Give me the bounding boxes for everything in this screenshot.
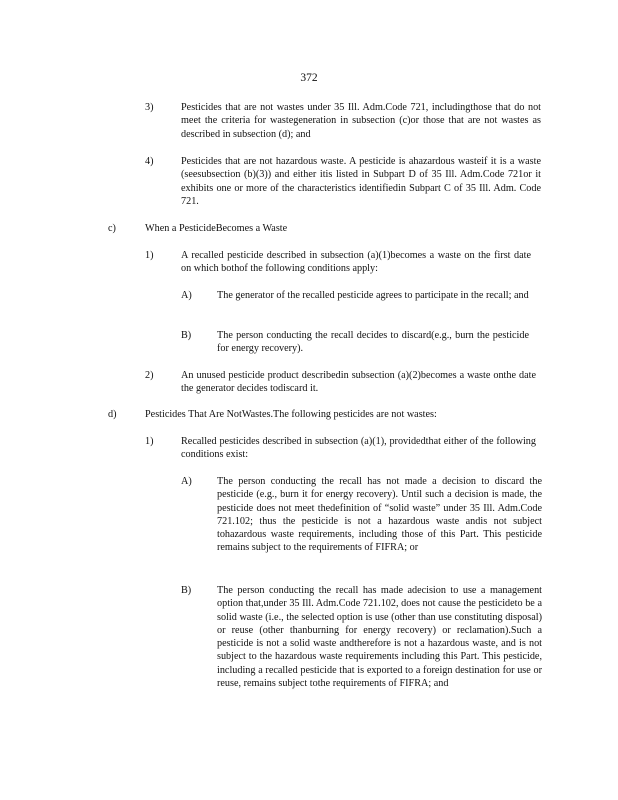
item-text: A recalled pesticide described in subsection (a)(1)becomes a waste on the first date on which bothof the following conditions apply:	[181, 250, 531, 275]
subitem-marker: A)	[181, 476, 192, 487]
subitem-text: The person conducting the recall decides to discard(e.g., burn the pesticide for energy recovery).	[217, 330, 529, 355]
subitem-marker: B)	[181, 585, 192, 596]
subitem-text: The person conducting the recall has made adecision to use a management option that,under 35 Ill. Adm.Code 721.102, does not cause the pesticideto be a solid waste (i.e., the selected option is use (other than use constituting disposal) or reuse (other thanburning for energy recovery) or reclamation).Such a pesticide is not a solid waste andtherefore is not a hazardous waste, and is not subject to the hazardous waste requirements including this Part. This pesticide, including a recalled pesticide that is exported to a foreign destination for use or reuse, remains subject tothe requirements of FIFRA; and	[217, 585, 542, 690]
item-text: Pesticides that are not wastes under 35 Ill. Adm.Code 721, includingthose that do not meet the criteria for wastegeneration in subsection (c)or those that are not wastes as described in subsection (d); and	[181, 102, 541, 140]
subitem-marker: B)	[181, 330, 192, 341]
item-text: Pesticides that are not hazardous waste. A pesticide is ahazardous wasteif it is a waste (seesubsection (b)(3)) and either itis listed in Subpart D of 35 Ill. Adm.Code 721or it exhibits one or more of the characteristics identifiedin Subpart C of 35 Ill. Adm. Code 721.	[181, 156, 541, 207]
subitem-text: The generator of the recalled pesticide agrees to participate in the recall; and	[217, 290, 529, 301]
item-marker: 1)	[145, 436, 154, 447]
item-text: An unused pesticide product describedin subsection (a)(2)becomes a waste onthe date the generator decides todiscard it.	[181, 370, 536, 395]
item-marker: 2)	[145, 370, 154, 381]
item-marker: 4)	[145, 156, 154, 167]
item-marker: 1)	[145, 250, 154, 261]
item-marker: 3)	[145, 102, 154, 113]
page-number: 372	[300, 72, 318, 84]
section-heading: When a PesticideBecomes a Waste	[145, 223, 288, 234]
section-marker: c)	[108, 223, 116, 234]
subitem-marker: A)	[181, 290, 192, 301]
subitem-text: The person conducting the recall has not made a decision to discard the pesticide (e.g., burn it for energy recovery). Until such a decision is made, the pesticide does not meet thedefinition of “solid waste” under 35 Ill. Adm.Code 721.102; thus the pesticide is not a hazardous waste andis not subject tohazardous waste requirements, including those of this Part. This pesticide remains subject to the requirements of FIFRA; or	[217, 476, 542, 554]
section-heading: Pesticides That Are NotWastes.The following pesticides are not wastes:	[145, 409, 437, 420]
section-marker: d)	[108, 409, 117, 420]
item-text: Recalled pesticides described in subsection (a)(1), providedthat either of the following conditions exist:	[181, 436, 536, 461]
